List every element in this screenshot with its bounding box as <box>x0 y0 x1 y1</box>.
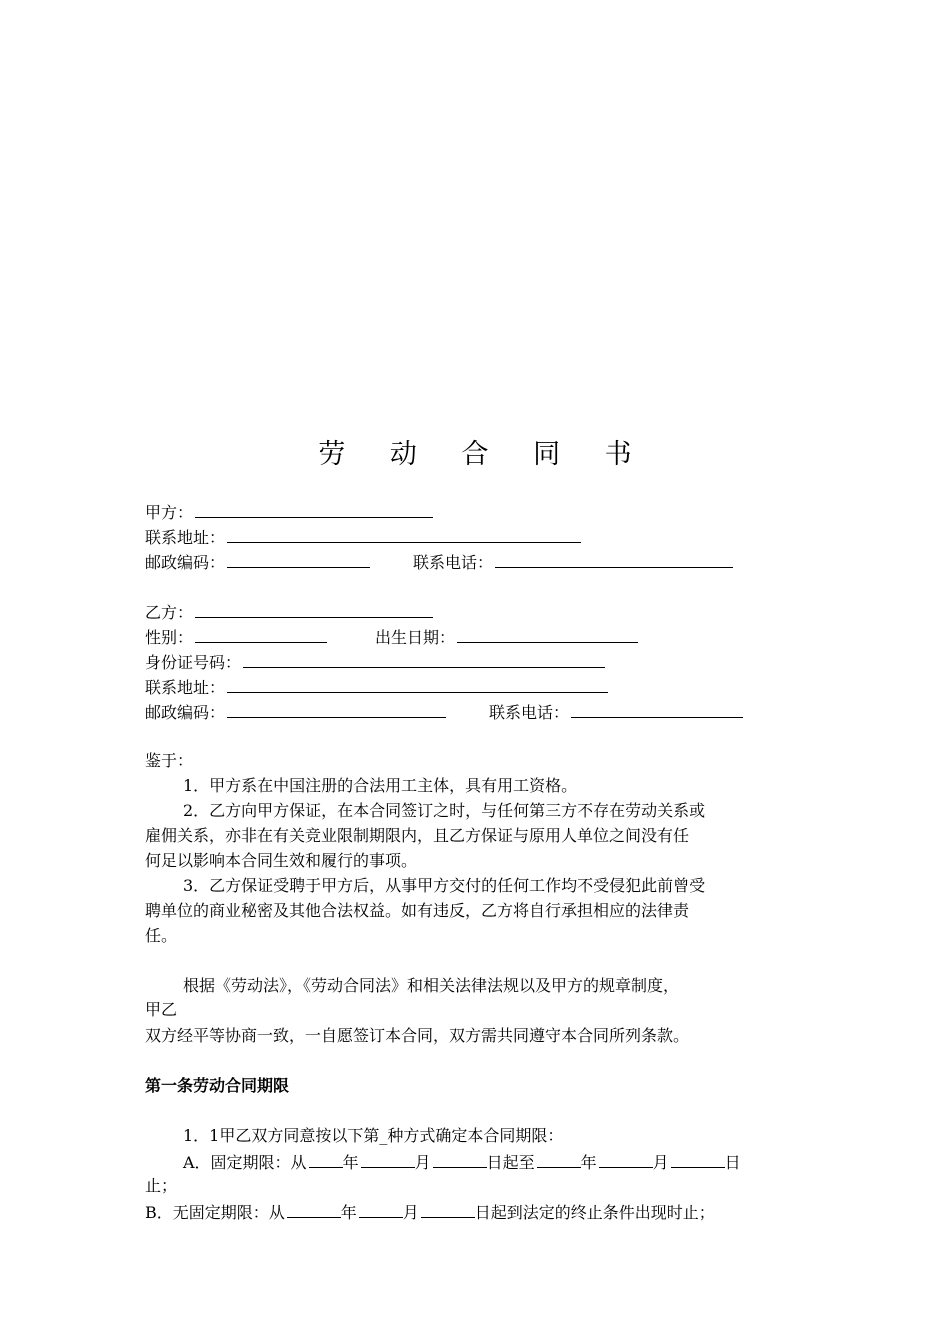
option-a-day-end: 日 <box>724 1153 741 1172</box>
party-b-postcode-row <box>145 701 446 723</box>
party-a-postcode-label: 邮政编码： <box>145 553 226 572</box>
party-a-postcode-row <box>145 551 370 573</box>
basis-line-1: 根据《劳动法》，《劳动合同法》和相关法律法规以及甲方的规章制度， <box>183 976 680 995</box>
party-a-phone-row <box>413 551 733 573</box>
article-1-option-b <box>145 1201 715 1223</box>
party-a-phone-field[interactable] <box>495 551 733 568</box>
option-a-start-day-field[interactable] <box>433 1151 487 1168</box>
party-a-postcode-field[interactable] <box>227 551 370 568</box>
recital-2-line-3: 何足以影响本合同生效和履行的事项。 <box>145 851 418 870</box>
option-b-start-year-field[interactable] <box>287 1201 341 1218</box>
article-1-heading: 第一条劳动合同期限 <box>145 1076 290 1095</box>
recital-2-line-2: 雇佣关系，亦非在有关竞业限制期限内，且乙方保证与原用人单位之间没有任 <box>145 826 690 845</box>
party-b-phone-row <box>489 701 743 723</box>
article-1-option-a <box>183 1151 741 1173</box>
party-a-phone-label: 联系电话： <box>413 553 494 572</box>
option-a-year-2: 年 <box>580 1153 597 1172</box>
option-a-end: 止； <box>145 1176 178 1195</box>
party-b-postcode-label: 邮政编码： <box>145 703 226 722</box>
party-a-name-row <box>145 501 433 523</box>
option-b-year: 年 <box>340 1203 357 1222</box>
party-b-birth-row <box>375 626 638 648</box>
party-b-id-field[interactable] <box>243 651 605 668</box>
recitals-heading: 鉴于： <box>145 751 194 770</box>
party-b-phone-label: 联系电话： <box>489 703 570 722</box>
party-b-gender-field[interactable] <box>195 626 327 643</box>
party-b-birth-label: 出生日期： <box>375 628 456 647</box>
document-title: 劳 动 合 同 书 <box>318 439 650 470</box>
option-a-end-year-field[interactable] <box>537 1151 581 1168</box>
party-b-name-label: 乙方： <box>145 603 194 622</box>
party-a-name-label: 甲方： <box>145 503 194 522</box>
recital-3-line-2: 聘单位的商业秘密及其他合法权益。如有违反，乙方将自行承担相应的法律责 <box>145 901 690 920</box>
party-b-postcode-field[interactable] <box>227 701 446 718</box>
option-b-month: 月 <box>402 1203 419 1222</box>
option-a-prefix: A．固定期限：从 <box>183 1153 307 1172</box>
party-a-name-field[interactable] <box>195 501 433 518</box>
option-a-end-month-field[interactable] <box>599 1151 653 1168</box>
party-a-address-label: 联系地址： <box>145 528 226 547</box>
party-b-address-label: 联系地址： <box>145 678 226 697</box>
party-a-address-field[interactable] <box>227 526 581 543</box>
party-b-gender-label: 性别： <box>145 628 194 647</box>
option-a-day-from: 日起至 <box>486 1153 535 1172</box>
party-b-birth-field[interactable] <box>457 626 638 643</box>
party-b-id-row <box>145 651 605 673</box>
party-b-id-label: 身份证号码： <box>145 653 242 672</box>
option-b-prefix: B．无固定期限：从 <box>145 1203 285 1222</box>
option-b-suffix: 日起到法定的终止条件出现时止； <box>474 1203 715 1222</box>
option-a-start-year-field[interactable] <box>309 1151 343 1168</box>
party-b-gender-row <box>145 626 327 648</box>
basis-line-3: 双方经平等协商一致，一自愿签订本合同，双方需共同遵守本合同所列条款。 <box>145 1026 690 1045</box>
recital-1: 1．甲方系在中国注册的合法用工主体，具有用工资格。 <box>183 776 578 795</box>
option-b-start-day-field[interactable] <box>421 1201 475 1218</box>
recital-2-line-1: 2．乙方向甲方保证，在本合同签订之时，与任何第三方不存在劳动关系或 <box>183 801 706 820</box>
article-1-intro: 1．1甲乙双方同意按以下第_种方式确定本合同期限： <box>183 1126 564 1145</box>
party-b-address-row <box>145 676 608 698</box>
option-a-year-1: 年 <box>342 1153 359 1172</box>
party-b-name-row <box>145 601 433 623</box>
recital-3-line-1: 3．乙方保证受聘于甲方后，从事甲方交付的任何工作均不受侵犯此前曾受 <box>183 876 706 895</box>
party-b-phone-field[interactable] <box>571 701 743 718</box>
party-b-name-field[interactable] <box>195 601 433 618</box>
basis-line-2: 甲乙 <box>145 1000 178 1019</box>
option-a-month-2: 月 <box>652 1153 669 1172</box>
option-b-start-month-field[interactable] <box>359 1201 403 1218</box>
option-a-end-day-field[interactable] <box>671 1151 725 1168</box>
option-a-start-month-field[interactable] <box>361 1151 415 1168</box>
option-a-month-1: 月 <box>414 1153 431 1172</box>
party-b-address-field[interactable] <box>227 676 608 693</box>
party-a-address-row <box>145 526 581 548</box>
recital-3-line-3: 任。 <box>145 926 178 945</box>
